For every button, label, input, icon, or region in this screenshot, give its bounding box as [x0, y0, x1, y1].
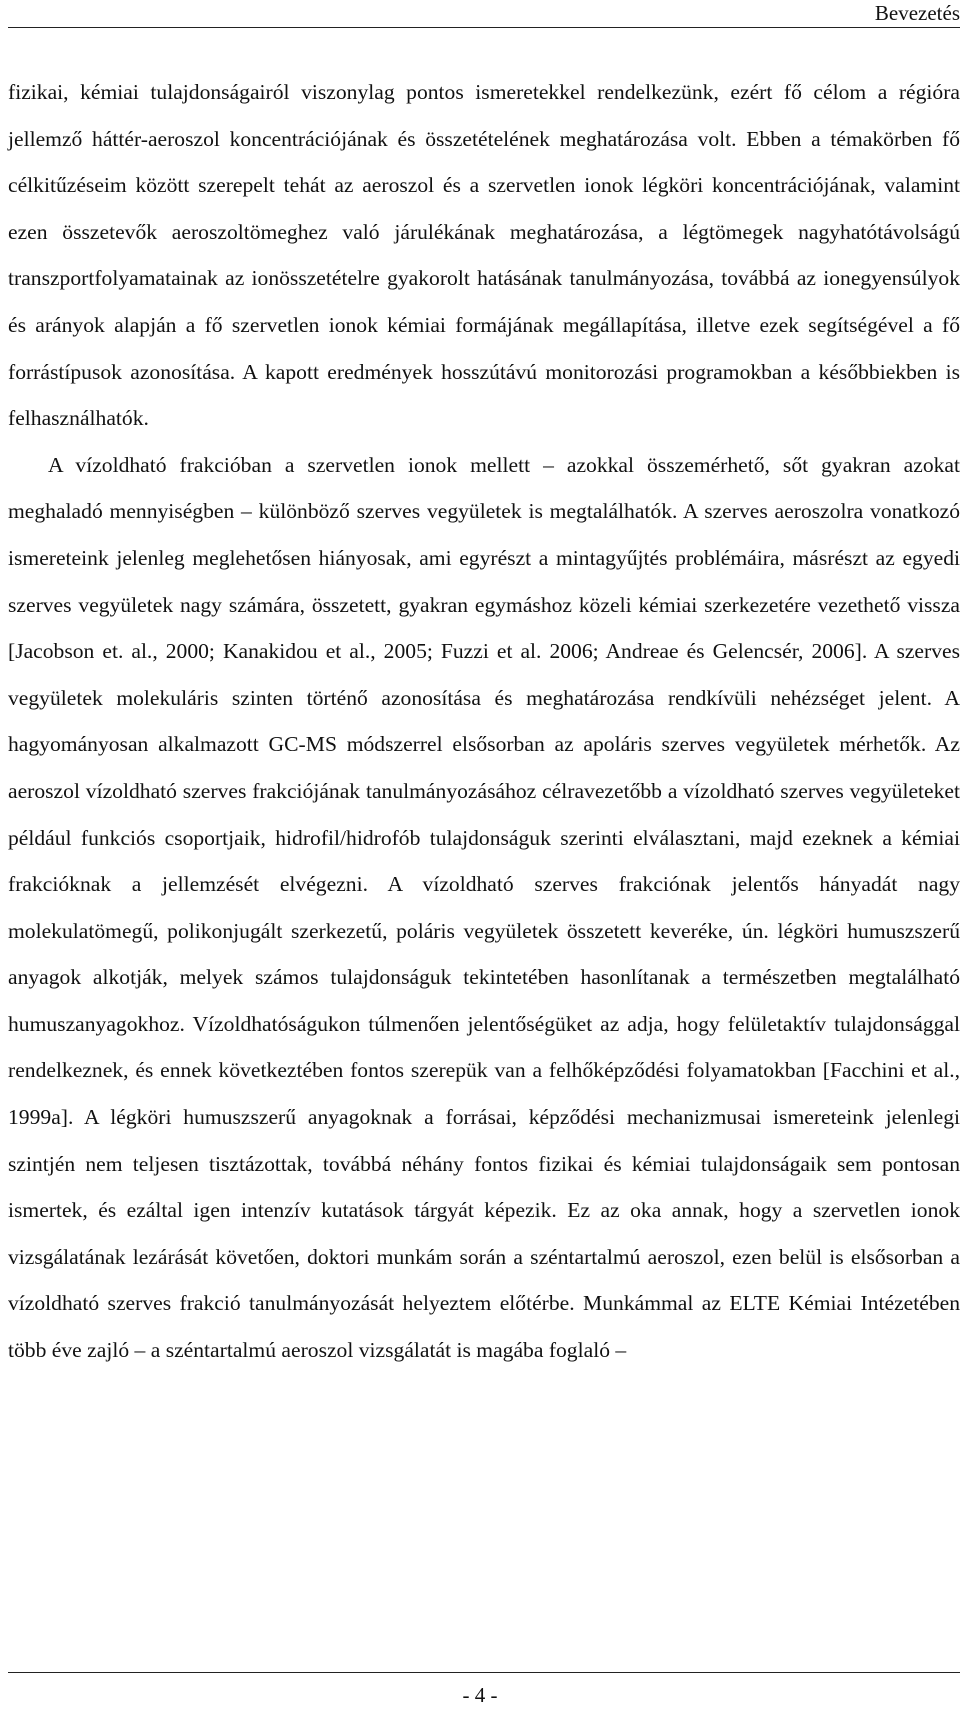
running-header-title: Bevezetés — [874, 1, 960, 25]
page-number: - 4 - — [462, 1683, 498, 1707]
paragraph-continued: fizikai, kémiai tulajdonságairól viszonylag pontos ismeretekkel rendelkezünk, ezért fő célom a régióra jellemző háttér-aeroszol koncentrációjának és összetételének meghatározása volt. Ebben a témakörben fő célkitűzéseim között szerepelt tehát az aeroszol és a szervetlen ionok légköri koncentrációjának, valamint ezen összetevők aeroszoltömeghez való járulékának meghatározása, a légtömegek nagyhatótávolságú transzportfolyamatainak az ionösszetételre gyakorolt hatásának tanulmányozása, továbbá az ionegyensúlyok és arányok alapján a fő szervetlen ionok kémiai formájának megállapítása, illetve ezek segítségével a fő forrástípusok azonosítása. A kapott eredmények hosszútávú monitorozási programokban a későbbiekben is felhasználhatók. — [8, 80, 960, 431]
footer-divider — [8, 1672, 960, 1673]
paragraph-vizoldhato: A vízoldható frakcióban a szervetlen ionok mellett – azokkal összemérhető, sőt gyakran azokat meghaladó mennyiségben – különböző szerves vegyületek is megtalálhatók. A szerves aeroszolra vonatkozó ismereteink jelenleg meglehetősen hiányosak, ami egyrészt a mintagyűjtés problémáira, másrészt az egyedi szerves vegyületek nagy számára, összetett, gyakran egymáshoz közeli kémiai szerkezetére vezethető vissza [Jacobson et. al., 2000; Kanakidou et al., 2005; Fuzzi et al. 2006; Andreae és Gelencsér, 2006]. A szerves vegyületek molekuláris szinten történő azonosítása és meghatározása rendkívüli nehézséget jelent. A hagyományosan alkalmazott GC-MS módszerrel elsősorban az apoláris szerves vegyületek mérhetők. Az aeroszol vízoldható szerves frakciójának tanulmányozásához célravezetőbb a vízoldható szerves vegyületeket például funkciós csoportjaik, hidrofil/hidrofób tulajdonságuk szerinti elválasztani, majd ezeknek a kémiai frakcióknak a jellemzését elvégezni. A vízoldható szerves frakciónak jelentős hányadát nagy molekulatömegű, polikonjugált szerkezetű, poláris vegyületek összetett keveréke, ún. légköri humuszszerű anyagok alkotják, melyek számos tulajdonságuk tekintetében hasonlítanak a természetben megtalálható humuszanyagokhoz. Vízoldhatóságukon túlmenően jelentőségüket az adja, hogy felületaktív tulajdonsággal rendelkeznek, és ennek következtében fontos szerepük van a felhőképződési folyamatokban [Facchini et al., 1999a]. A légköri humuszszerű anyagoknak a forrásai, képződési mechanizmusai ismereteink jelenlegi szintjén nem teljesen tisztázottak, továbbá néhány fontos fizikai és kémiai tulajdonságaik sem pontosan ismertek, és ezáltal igen intenzív kutatások tárgyát képezik. Ez az oka annak, hogy a szervetlen ionok vizsgálatának lezárását követően, doktori munkám során a széntartalmú aeroszol, ezen belül is elsősorban a vízoldható szerves frakció tanulmányozását helyeztem előtérbe. Munkámmal az ELTE Kémiai Intézetében több éve zajló – a széntartalmú aeroszol vizsgálatát is magába foglaló – — [8, 452, 960, 1363]
document-body — [8, 69, 960, 1374]
header-divider — [8, 27, 960, 28]
